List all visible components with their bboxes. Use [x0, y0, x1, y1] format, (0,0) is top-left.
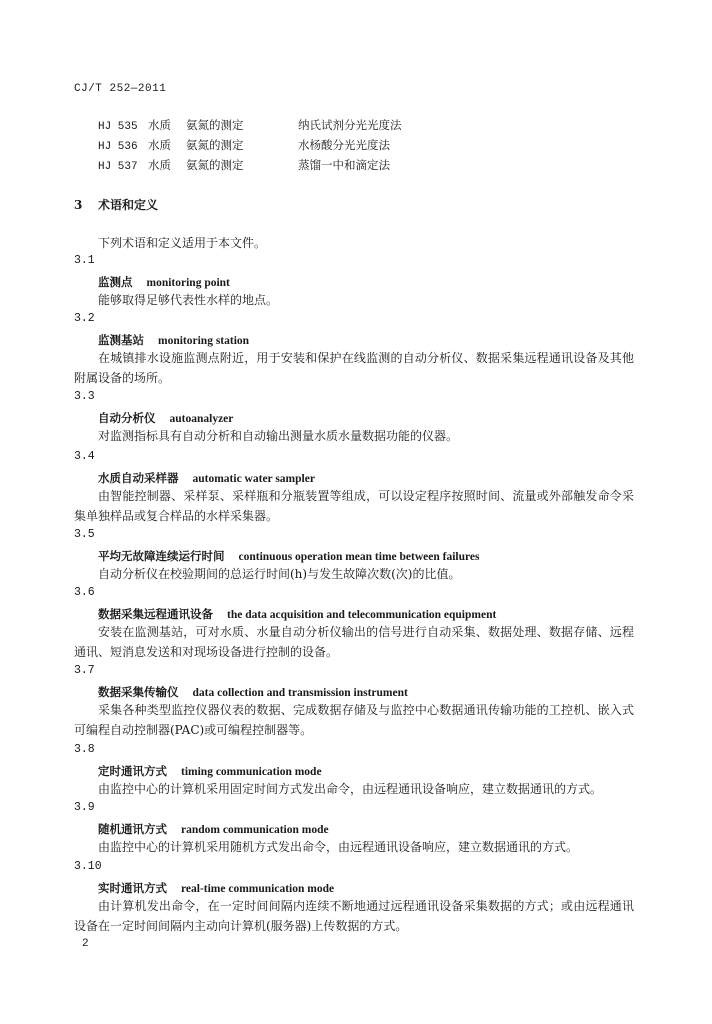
term-definition: 由计算机发出命令，在一定时间间隔内连续不断地通过远程通讯设备采集数据的方式；或由远程通讯设备在一定时间间隔内主动向计算机(服务器)上传数据的方式。	[74, 899, 634, 933]
reference-method: 水杨酸分光光度法	[298, 138, 390, 152]
reference-code: HJ 535	[98, 121, 138, 133]
term-chinese: 数据采集远程通讯设备	[98, 607, 213, 621]
term-definition: 在城镇排水设施监测点附近，用于安装和保护在线监测的自动分析仪、数据采集远程通讯设备及其他附属设备的场所。	[74, 351, 634, 385]
term-chinese: 监测点	[98, 275, 133, 289]
reference-method: 纳氏试剂分光光度法	[298, 118, 402, 132]
term-english: data collection and transmission instrument	[192, 687, 408, 699]
term-chinese: 自动分析仪	[98, 411, 156, 425]
term-chinese: 数据采集传输仪	[98, 685, 179, 699]
term-chinese: 定时通讯方式	[98, 764, 167, 778]
term-heading	[98, 410, 233, 426]
term-english: random communication mode	[181, 824, 329, 836]
term-chinese: 实时通讯方式	[98, 881, 167, 895]
term-heading	[98, 880, 334, 896]
term-english: the data acquisition and telecommunication equipment	[227, 609, 497, 621]
clause-number: 3.9	[74, 801, 95, 814]
term-chinese: 监测基站	[98, 333, 144, 347]
clause-number: 3.7	[74, 664, 95, 677]
term-chinese: 水质自动采样器	[98, 471, 179, 485]
term-heading	[98, 684, 408, 700]
term-definition: 能够取得足够代表性水样的地点。	[98, 293, 279, 307]
clause-number: 3.5	[74, 528, 95, 541]
reference-code: HJ 536	[98, 141, 138, 153]
reference-name: 氨氮的测定	[186, 138, 244, 152]
clause-number: 3.3	[74, 390, 95, 403]
term-definition: 对监测指标具有自动分析和自动输出测量水质水量数据功能的仪器。	[98, 429, 459, 443]
section-heading	[74, 196, 158, 213]
section-title: 术语和定义	[98, 198, 159, 212]
reference-code: HJ 537	[98, 161, 138, 173]
term-definition: 由监控中心的计算机采用随机方式发出命令，由远程通讯设备响应，建立数据通讯的方式。	[98, 840, 579, 854]
term-heading	[98, 470, 315, 486]
term-english: automatic water sampler	[192, 473, 315, 485]
term-english: monitoring point	[146, 277, 230, 289]
reference-item	[98, 137, 390, 153]
reference-item	[98, 157, 390, 173]
term-definition: 由监控中心的计算机采用固定时间方式发出命令，由远程通讯设备响应，建立数据通讯的方式。	[98, 782, 603, 796]
reference-topic: 水质	[148, 138, 171, 152]
term-english: timing communication mode	[181, 766, 322, 778]
term-heading	[98, 821, 329, 837]
section-number: 3	[74, 198, 83, 212]
reference-method: 蒸馏一中和滴定法	[298, 158, 390, 172]
term-heading	[98, 763, 322, 779]
reference-name: 氨氮的测定	[186, 158, 244, 172]
term-definition: 安装在监测基站，可对水质、水量自动分析仪输出的信号进行自动采集、数据处理、数据存储、远程通讯、短消息发送和对现场设备进行控制的设备。	[74, 625, 634, 659]
standard-header: CJ/T 252—2011	[74, 83, 167, 95]
term-definition: 由智能控制器、采样泵、采样瓶和分瓶装置等组成，可以设定程序按照时间、流量或外部触发命令采集单独样品或复合样品的水样采集器。	[74, 489, 634, 523]
clause-number: 3.10	[74, 860, 102, 873]
term-heading	[98, 548, 479, 564]
section-intro: 下列术语和定义适用于本文件。	[98, 236, 267, 250]
reference-name: 氨氮的测定	[186, 118, 244, 132]
term-chinese: 随机通讯方式	[98, 822, 167, 836]
term-definition: 自动分析仪在校验期间的总运行时间(h)与发生故障次数(次)的比值。	[98, 567, 461, 581]
reference-topic: 水质	[148, 158, 171, 172]
page-number: 2	[82, 938, 89, 950]
term-heading	[98, 274, 230, 290]
term-heading	[98, 332, 249, 348]
clause-number: 3.2	[74, 312, 95, 325]
clause-number: 3.1	[74, 254, 95, 267]
reference-topic: 水质	[148, 118, 171, 132]
clause-number: 3.4	[74, 450, 95, 463]
clause-number: 3.8	[74, 743, 95, 756]
clause-number: 3.6	[74, 586, 95, 599]
term-english: real-time communication mode	[181, 883, 335, 895]
term-heading	[98, 606, 496, 622]
term-chinese: 平均无故障连续运行时间	[98, 549, 225, 563]
reference-item	[98, 117, 402, 133]
term-english: monitoring station	[158, 335, 250, 347]
term-english: continuous operation mean time between failures	[238, 551, 480, 563]
term-english: autoanalyzer	[169, 413, 234, 425]
term-definition: 采集各种类型监控仪器仪表的数据、完成数据存储及与监控中心数据通讯传输功能的工控机、嵌入式可编程自动控制器(PAC)或可编程控制器等。	[74, 703, 634, 737]
